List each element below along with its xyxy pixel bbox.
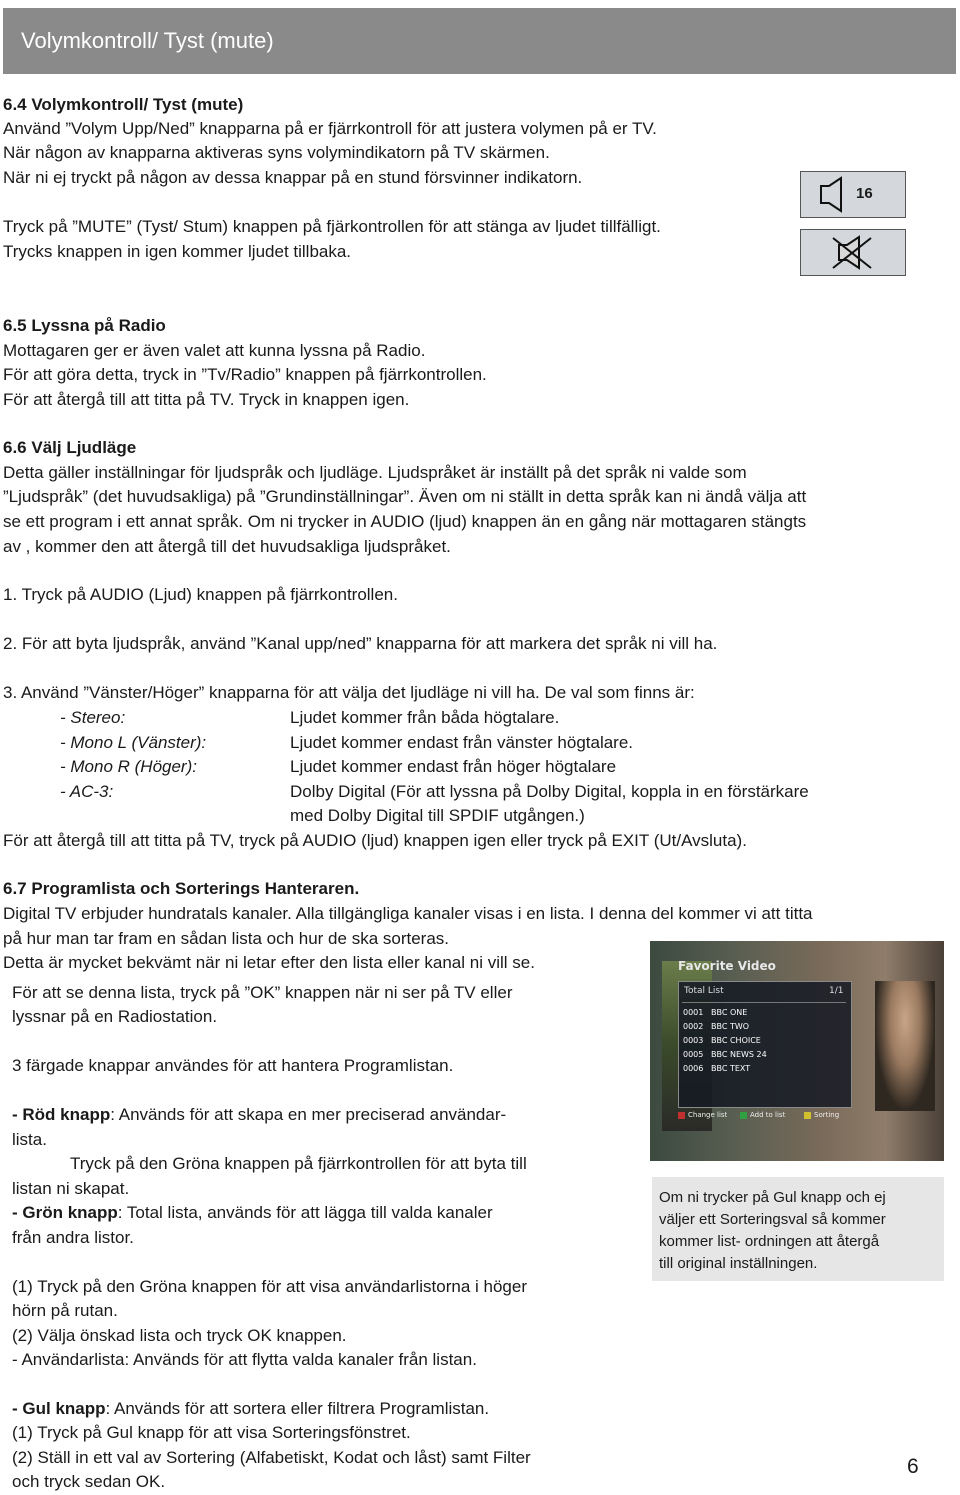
- list-title: Total List: [684, 986, 724, 996]
- channel-list: [683, 1006, 767, 1076]
- mode-name: - Mono R (Höger):: [60, 757, 197, 776]
- paragraph-line: se ett program i ett annat språk. Om ni trycker in AUDIO (ljud) knappen än en gång när mottagaren stängts: [3, 512, 807, 531]
- green-button-line: [12, 1201, 493, 1226]
- paragraph-line: Detta är mycket bekvämt när ni letar efter den lista eller kanal ni vill se.: [3, 953, 535, 972]
- screenshot-btn-add-to-list: Add to list: [750, 1111, 786, 1119]
- paragraph-line: (2) Välja önskad lista och tryck OK knappen.: [12, 1326, 347, 1345]
- divider: [682, 1002, 846, 1003]
- note-box: [652, 1177, 944, 1281]
- paragraph-line: 3 färgade knappar användes för att hantera Programlistan.: [12, 1056, 454, 1075]
- paragraph-line: Digital TV erbjuder hundratals kanaler. Alla tillgängliga kanaler visas i en lista. I denna del kommer vi att titta: [3, 904, 813, 923]
- paragraph-line: För att se denna lista, tryck på ”OK” knappen när ni ser på TV eller: [12, 983, 513, 1002]
- yellow-button-label: - Gul knapp: [12, 1399, 106, 1418]
- mode-desc: Dolby Digital (För att lyssna på Dolby Digital, koppla in en förstärkare: [290, 782, 809, 801]
- paragraph-line: lyssnar på en Radiostation.: [12, 1007, 218, 1026]
- channel-row: 0006 BBC TEXT: [683, 1064, 751, 1073]
- step-1: 1. Tryck på AUDIO (Ljud) knappen på fjärrkontrollen.: [3, 585, 398, 604]
- channel-row: 0002 BBC TWO: [683, 1022, 750, 1031]
- mode-name: - AC-3:: [60, 782, 114, 801]
- mode-desc: Ljudet kommer endast från höger högtalare: [290, 757, 617, 776]
- mode-desc-cont: med Dolby Digital till SPDIF utgången.): [290, 806, 585, 825]
- speaker-icon: [801, 172, 905, 217]
- paragraph-line: Använd ”Volym Upp/Ned” knapparna på er fjärrkontroll för att justera volymen på er TV.: [3, 119, 657, 138]
- screenshot-title: Favorite Video: [678, 959, 776, 973]
- paragraph-line: Mottagaren ger er även valet att kunna lyssna på Radio.: [3, 341, 426, 360]
- red-key-icon: [678, 1112, 685, 1119]
- red-button-line: [12, 1103, 506, 1128]
- paragraph-line: Tryck på den Gröna knappen på fjärrkontrollen för att byta till: [70, 1154, 527, 1173]
- note-line: väljer ett Sorteringsval så kommer: [659, 1211, 886, 1228]
- channel-row: 0003 BBC CHOICE: [683, 1036, 761, 1045]
- channel-row: 0001 BBC ONE: [683, 1008, 748, 1017]
- paragraph-line: (1) Tryck på Gul knapp för att visa Sorteringsfönstret.: [12, 1423, 411, 1442]
- paragraph-line: listan ni skapat.: [12, 1179, 130, 1198]
- step-2: 2. För att byta ljudspråk, använd ”Kanal upp/ned” knapparna för att markera det språk ni vill ha.: [3, 634, 718, 653]
- green-key-icon: [740, 1112, 747, 1119]
- paragraph-line: - Användarlista: Används för att flytta valda kanaler från listan.: [12, 1350, 477, 1369]
- volume-indicator: [800, 171, 906, 218]
- paragraph-line: från andra listor.: [12, 1228, 134, 1247]
- presenter-figure: [875, 981, 935, 1111]
- paragraph-line: hörn på rutan.: [12, 1301, 118, 1320]
- yellow-key-icon: [804, 1112, 811, 1119]
- mute-icon: [801, 230, 905, 275]
- green-button-text: : Total lista, används för att lägga till valda kanaler: [117, 1203, 493, 1222]
- section-heading-6-7: 6.7 Programlista och Sorterings Hanteraren.: [3, 879, 360, 898]
- header-title: Volymkontroll/ Tyst (mute): [21, 28, 274, 53]
- paragraph-line: Trycks knappen in igen kommer ljudet tillbaka.: [3, 242, 352, 261]
- paragraph-line: När någon av knapparna aktiveras syns volymindikatorn på TV skärmen.: [3, 143, 550, 162]
- screenshot-btn-sorting: Sorting: [814, 1111, 840, 1119]
- paragraph-line: lista.: [12, 1130, 47, 1149]
- section-heading-6-6: 6.6 Välj Ljudläge: [3, 438, 137, 457]
- mode-desc: Ljudet kommer endast från vänster högtalare.: [290, 733, 634, 752]
- yellow-button-text: : Används för att sortera eller filtrera Programlistan.: [105, 1399, 490, 1418]
- program-list-screenshot: [650, 941, 944, 1161]
- screenshot-btn-change-list: Change list: [688, 1111, 728, 1119]
- list-page: 1/1: [829, 986, 844, 996]
- red-button-label: - Röd knapp: [12, 1105, 111, 1124]
- section-heading-6-5: 6.5 Lyssna på Radio: [3, 316, 166, 335]
- note-line: till original inställningen.: [659, 1255, 818, 1272]
- volume-value: 16: [856, 185, 873, 202]
- note-line: kommer list- ordningen att återgå: [659, 1233, 880, 1250]
- paragraph-line: För att återgå till att titta på TV. Tryck in knappen igen.: [3, 390, 410, 409]
- mode-name: - Mono L (Vänster):: [60, 733, 207, 752]
- mute-indicator: [800, 229, 906, 276]
- paragraph-line: För att återgå till att titta på TV, tryck på AUDIO (ljud) knappen igen eller tryck på EXIT (Ut/Avsluta).: [3, 831, 747, 850]
- green-button-label: - Grön knapp: [12, 1203, 118, 1222]
- channel-list-panel: [678, 981, 852, 1108]
- note-line: Om ni trycker på Gul knapp och ej: [659, 1189, 886, 1206]
- screenshot-button-bar: [678, 1109, 928, 1125]
- paragraph-line: För att göra detta, tryck in ”Tv/Radio” knappen på fjärrkontrollen.: [3, 365, 487, 384]
- mode-desc: Ljudet kommer från båda högtalare.: [290, 708, 560, 727]
- yellow-button-line: [12, 1397, 489, 1422]
- paragraph-line: av , kommer den att återgå till det huvudsakliga ljudspråket.: [3, 537, 451, 556]
- mode-name: - Stereo:: [60, 708, 126, 727]
- paragraph-line: (1) Tryck på den Gröna knappen för att visa användarlistorna i höger: [12, 1277, 528, 1296]
- paragraph-line: och tryck sedan OK.: [12, 1472, 166, 1491]
- step-3: 3. Använd ”Vänster/Höger” knapparna för att välja det ljudläge ni vill ha. De val som finns är:: [3, 683, 695, 702]
- page-number: 6: [907, 1455, 919, 1478]
- paragraph-line: på hur man tar fram en sådan lista och hur de ska sorteras.: [3, 929, 450, 948]
- paragraph-line: (2) Ställ in ett val av Sortering (Alfabetiskt, Kodat och låst) samt Filter: [12, 1448, 531, 1467]
- header-bar: [3, 8, 956, 74]
- paragraph-line: ”Ljudspråk” (det huvudsakliga) på ”Grundinställningar”. Även om ni ställt in detta språk kan ni ändå välja att: [3, 487, 807, 506]
- section-heading-6-4: 6.4 Volymkontroll/ Tyst (mute): [3, 95, 244, 114]
- red-button-text: : Används för att skapa en mer preciserad användar-: [110, 1105, 507, 1124]
- channel-row: 0005 BBC NEWS 24: [683, 1050, 767, 1059]
- paragraph-line: När ni ej tryckt på någon av dessa knappar på en stund försvinner indikatorn.: [3, 168, 583, 187]
- paragraph-line: Tryck på ”MUTE” (Tyst/ Stum) knappen på fjärkontrollen för att stänga av ljudet tillfälligt.: [3, 217, 661, 236]
- paragraph-line: Detta gäller inställningar för ljudspråk och ljudläge. Ljudspråket är inställt på det språk ni valde som: [3, 463, 747, 482]
